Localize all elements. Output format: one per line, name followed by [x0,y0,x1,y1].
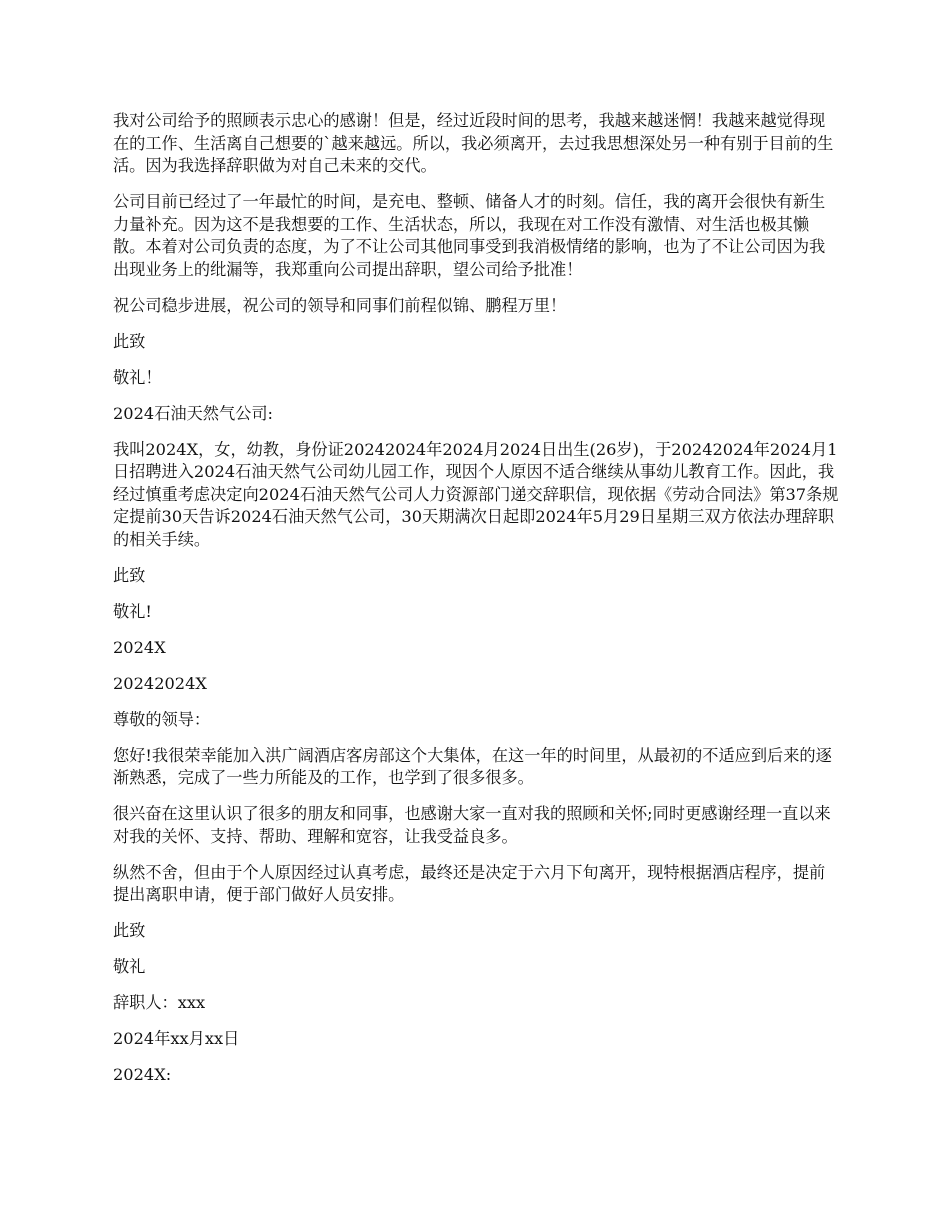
paragraph-thanks: 我对公司给予的照顾表示忠心的感谢！但是，经过近段时间的思考，我越来越迷惘！我越来越觉得现在的工作、生活离自己想要的`越来越远。所以，我必须离开，去过我思想深处另一种有别于目前的生活。因为我选择辞职做为对自己未来的交代。 [113,111,834,175]
paragraph-gratitude: 很兴奋在这里认识了很多的朋友和同事，也感谢大家一直对我的照顾和关怀;同时更感谢经理一直以来对我的关怀、支持、帮助、理解和宽容，让我受益良多。 [113,804,831,846]
closing-salutation: 此致 [113,921,146,940]
closing-respect: 敬礼！ [113,367,162,387]
paragraph-wishes: 祝公司稳步进展，祝公司的领导和同事们前程似锦、鹏程万里！ [113,295,567,315]
paragraph-personal-info: 我叫2024X，女，幼教，身份证20242024年2024月2024日出生(26岁)，于20242024年2024月1日招聘进入2024石油天然气公司幼儿园工作，现因个人原因不适合继续从事幼儿教育工作。因此，我经过慎重考虑决定向2024石油天然气公司人力资源部门递交辞职信，现依据《劳动合同法》第37条规定提前30天告诉2024石油天然气公司，30天期满次日起即2024年5月29日星期三双方依法办理辞职的相关手续。 [113,439,839,549]
closing-salutation: 此致 [113,331,146,351]
closing-salutation: 此致 [113,565,146,585]
signature-date: 20242024X [113,673,207,693]
signature-name: 2024X [113,637,166,657]
paragraph-resignation: 纵然不舍，但由于个人原因经过认真考虑，最终还是决定于六月下旬离开，现特根据酒店程序，提前提出离职申请，便于部门做好人员安排。 [113,862,826,904]
signature-date: 2024年xx月xx日 [113,1029,240,1048]
closing-respect: 敬礼! [113,601,152,621]
signature-resigner: 辞职人：xxx [113,993,206,1012]
closing-respect: 敬礼 [113,957,146,976]
recipient-line: 2024石油天然气公司: [113,403,273,423]
recipient-line: 2024X: [113,1065,172,1084]
document-page [113,110,840,1100]
paragraph-reason: 公司目前已经过了一年最忙的时间，是充电、整顿、储备人才的时刻。信任，我的离开会很快有新生力量补充。因为这不是我想要的工作、生活状态，所以，我现在对工作没有激情、对生活也极其懒散。本着对公司负责的态度，为了不让公司其他同事受到我消极情绪的影响，也为了不让公司因为我出现业务上的纰漏等，我郑重向公司提出辞职，望公司给予批准！ [113,192,826,279]
greeting-line: 尊敬的领导： [113,709,211,729]
paragraph-intro: 您好!我很荣幸能加入洪广阔酒店客房部这个大集体，在这一年的时间里，从最初的不适应到后来的逐渐熟悉，完成了一些力所能及的工作，也学到了很多很多。 [113,745,832,787]
